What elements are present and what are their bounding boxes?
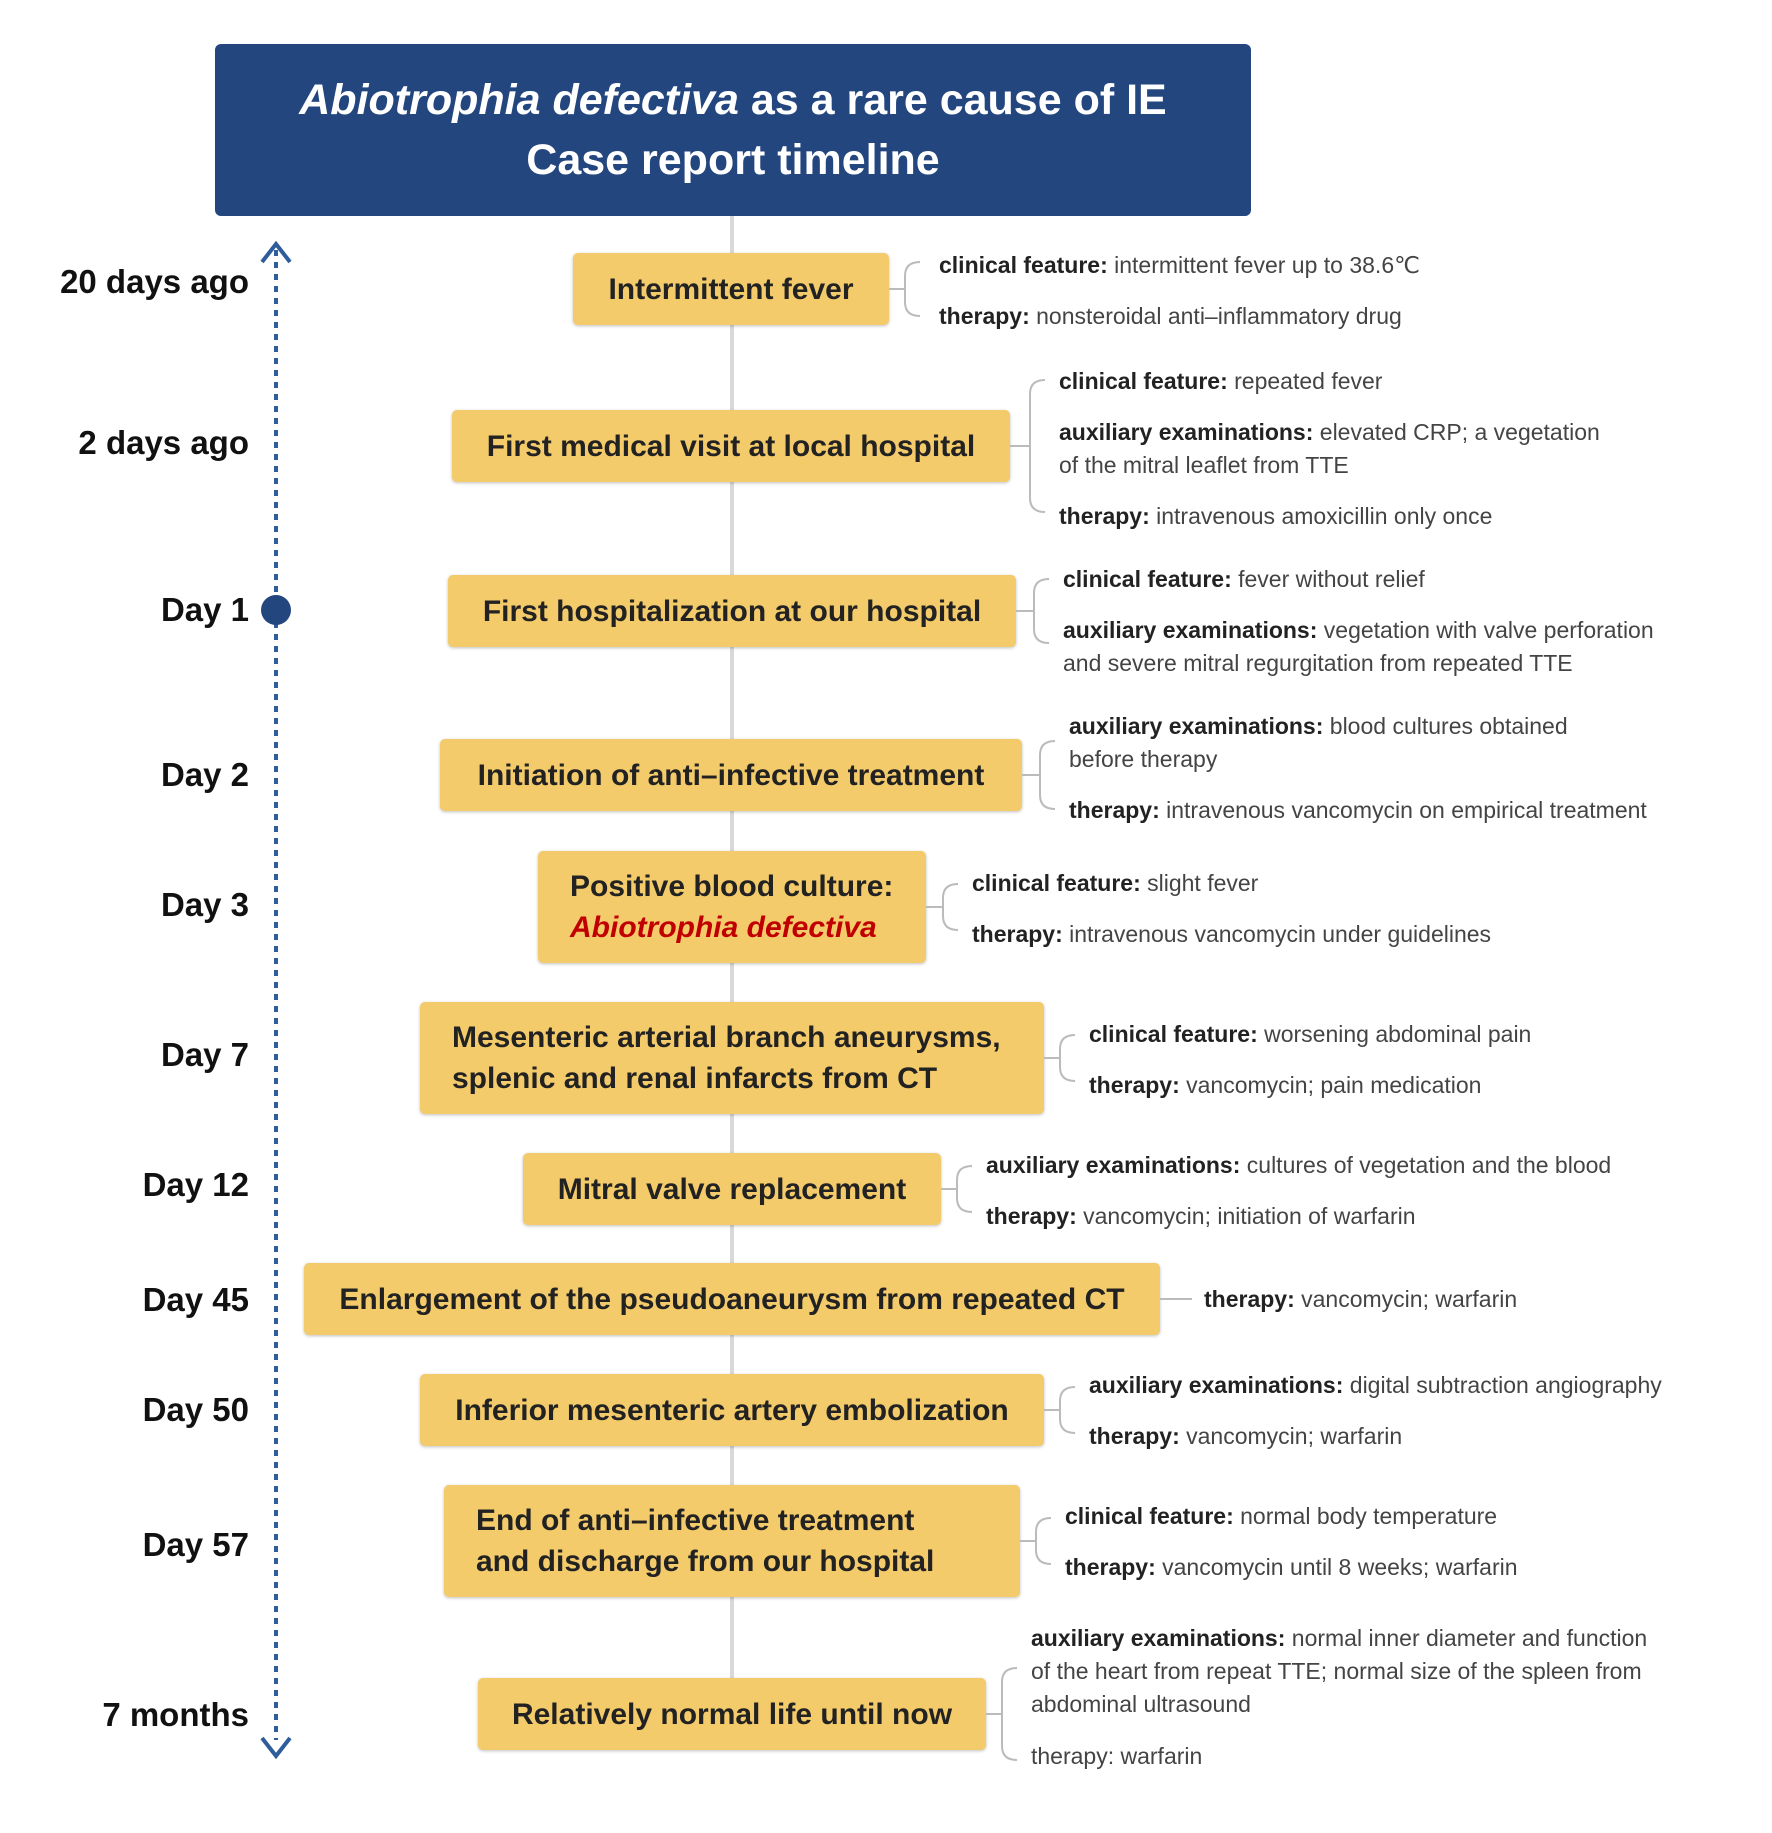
time-label: Day 12 bbox=[142, 1166, 249, 1203]
note-clinical-feature: clinical feature: fever without relief bbox=[1063, 566, 1425, 592]
bracket bbox=[986, 1668, 1017, 1760]
note-therapy: therapy: vancomycin until 8 weeks; warfarin bbox=[1065, 1554, 1518, 1580]
note-auxiliary-examinations: auxiliary examinations: elevated CRP; a vegetation of the mitral leaflet from TTE bbox=[1059, 419, 1600, 478]
note-therapy: therapy: vancomycin; warfarin bbox=[1089, 1423, 1403, 1449]
time-label: Day 3 bbox=[160, 886, 249, 923]
event-box-text: splenic and renal infarcts from CT bbox=[452, 1062, 938, 1095]
time-label: Day 50 bbox=[142, 1391, 249, 1428]
bracket bbox=[941, 1166, 972, 1212]
time-label: 2 days ago bbox=[78, 424, 249, 461]
note-therapy: therapy: vancomycin; pain medication bbox=[1089, 1072, 1482, 1098]
note-clinical-feature: clinical feature: intermittent fever up to 38.6℃ bbox=[939, 252, 1420, 278]
note-clinical-feature: clinical feature: normal body temperature bbox=[1065, 1503, 1498, 1529]
event-box-text: Intermittent fever bbox=[608, 272, 854, 306]
bracket bbox=[1044, 1035, 1075, 1081]
event-box-text: End of anti–infective treatment bbox=[476, 1504, 915, 1537]
bracket bbox=[889, 262, 920, 316]
note-auxiliary-examinations: auxiliary examinations: vegetation with valve perforation and severe mitral regurgitation from repeated TTE bbox=[1063, 617, 1654, 676]
note-therapy: therapy: nonsteroidal anti–inflammatory drug bbox=[939, 303, 1402, 329]
note-therapy: therapy: intravenous amoxicillin only once bbox=[1059, 503, 1493, 529]
event-box-text: Initiation of anti–infective treatment bbox=[477, 758, 985, 792]
header-title-species: Abiotrophia defectiva bbox=[299, 76, 739, 124]
time-label: Day 45 bbox=[142, 1281, 249, 1318]
bracket bbox=[1016, 579, 1049, 643]
note-therapy: therapy: vancomycin; warfarin bbox=[1204, 1286, 1518, 1312]
header-subtitle: Case report timeline bbox=[526, 136, 940, 184]
note-therapy: therapy: intravenous vancomycin under guidelines bbox=[972, 921, 1492, 947]
note-therapy: therapy: warfarin bbox=[1031, 1743, 1203, 1769]
bracket bbox=[1022, 741, 1055, 809]
time-label: Day 57 bbox=[142, 1526, 249, 1563]
note-therapy: therapy: intravenous vancomycin on empirical treatment bbox=[1069, 797, 1647, 823]
event-box-text: Inferior mesenteric artery embolization bbox=[455, 1393, 1009, 1427]
bracket bbox=[926, 884, 958, 930]
note-clinical-feature: clinical feature: worsening abdominal pain bbox=[1089, 1021, 1532, 1047]
time-label: Day 7 bbox=[160, 1036, 249, 1073]
note-auxiliary-examinations: auxiliary examinations: cultures of vegetation and the blood bbox=[986, 1152, 1612, 1178]
event-box-text: First medical visit at local hospital bbox=[486, 429, 976, 463]
event-box-text: Relatively normal life until now bbox=[511, 1697, 953, 1731]
time-label: 20 days ago bbox=[60, 263, 249, 300]
event-box-species: Abiotrophia defectiva bbox=[570, 911, 877, 944]
note-auxiliary-examinations: auxiliary examinations: blood cultures obtained before therapy bbox=[1069, 713, 1568, 772]
note-therapy: therapy: vancomycin; initiation of warfarin bbox=[986, 1203, 1416, 1229]
note-clinical-feature: clinical feature: repeated fever bbox=[1059, 368, 1383, 394]
note-auxiliary-examinations: auxiliary examinations: digital subtraction angiography bbox=[1089, 1372, 1662, 1398]
event-box-text: Mitral valve replacement bbox=[557, 1172, 907, 1206]
bracket bbox=[1010, 380, 1045, 512]
time-label: 7 months bbox=[102, 1696, 249, 1733]
event-box-text: Mesenteric arterial branch aneurysms, bbox=[452, 1021, 1001, 1054]
event-box-text: and discharge from our hospital bbox=[476, 1545, 935, 1578]
event-box-text: First hospitalization at our hospital bbox=[482, 594, 982, 628]
header-title-rest: as a rare cause of IE bbox=[738, 76, 1167, 124]
time-label: Day 1 bbox=[160, 591, 249, 628]
bracket bbox=[1044, 1387, 1075, 1433]
bracket bbox=[1020, 1518, 1051, 1564]
event-box-text: Enlargement of the pseudoaneurysm from repeated CT bbox=[339, 1282, 1125, 1316]
note-auxiliary-examinations: auxiliary examinations: normal inner diameter and function of the heart from repeat TTE; normal size of the spleen from abdominal ultrasound bbox=[1031, 1625, 1648, 1717]
time-label: Day 2 bbox=[160, 756, 249, 793]
event-box-text: Positive blood culture: bbox=[570, 870, 894, 903]
note-clinical-feature: clinical feature: slight fever bbox=[972, 870, 1259, 896]
